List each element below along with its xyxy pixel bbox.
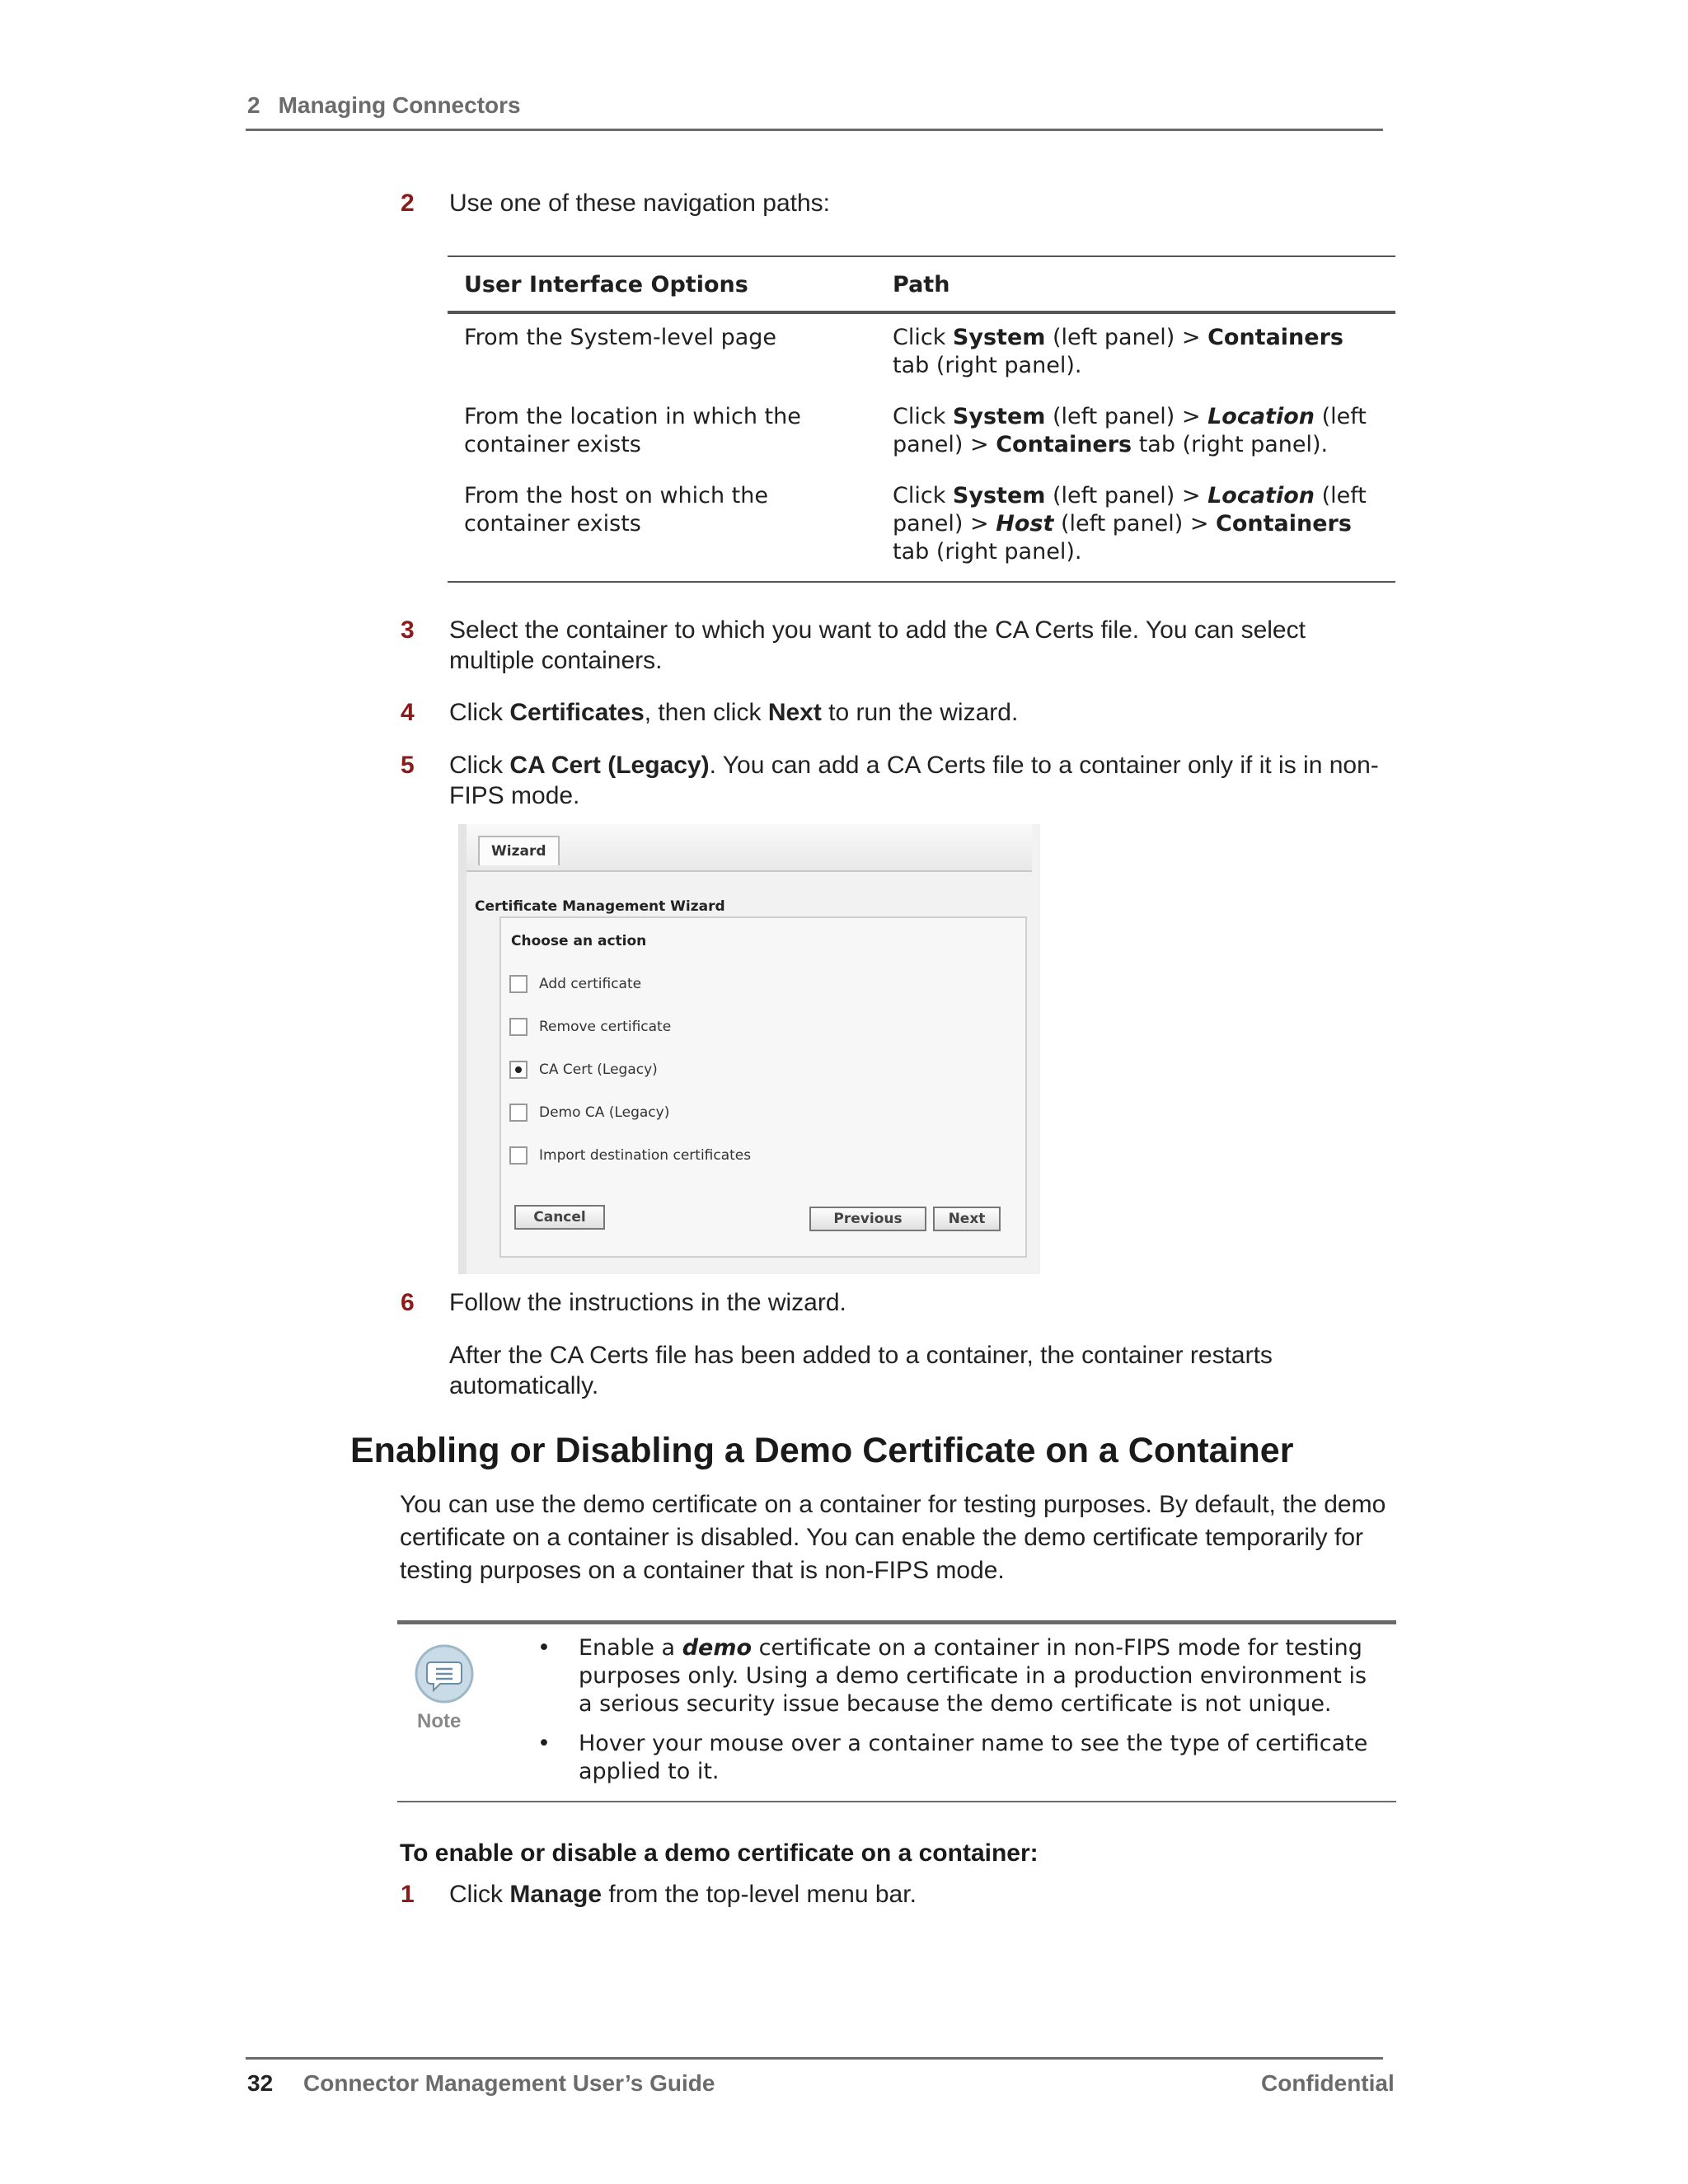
step-number: 3 — [401, 616, 415, 644]
note-list — [537, 1634, 1386, 1797]
radio-button[interactable] — [509, 1018, 528, 1036]
radio-button[interactable] — [509, 975, 528, 993]
step-number: 2 — [401, 190, 415, 217]
tab-wizard[interactable]: Wizard — [478, 836, 560, 865]
radio-label: Remove certificate — [539, 1019, 672, 1035]
previous-button[interactable]: Previous — [809, 1207, 926, 1231]
radio-selected-dot — [515, 1066, 522, 1073]
section-heading: Enabling or Disabling a Demo Certificate on a Container — [350, 1431, 1294, 1470]
table-row — [448, 393, 1395, 472]
confidential-label: Confidential — [1261, 2070, 1395, 2096]
note-box — [397, 1620, 1396, 1802]
chapter-title: Managing Connectors — [278, 92, 521, 118]
section-heading: Choose an action — [511, 933, 647, 949]
radio-label: Demo CA (Legacy) — [539, 1104, 670, 1121]
step-number: 5 — [401, 752, 415, 779]
radio-option-import-destination[interactable] — [509, 1144, 751, 1167]
radio-button-selected[interactable] — [509, 1061, 528, 1079]
step-text: Click Manage from the top-level menu bar. — [449, 1881, 917, 1908]
guide-title: Connector Management User’s Guide — [303, 2070, 715, 2096]
table-header-path: Path — [876, 256, 1395, 312]
procedure-heading: To enable or disable a demo certificate on a container: — [400, 1840, 1039, 1867]
step-followup-text: After the CA Certs file has been added to a container, the container restarts automatically. — [449, 1342, 1273, 1399]
radio-option-add-certificate[interactable] — [509, 972, 641, 996]
running-header — [247, 92, 521, 119]
wizard-tab-bar — [467, 824, 1032, 872]
radio-label: CA Cert (Legacy) — [539, 1062, 658, 1078]
footer-rule — [246, 2057, 1383, 2060]
navigation-paths-table — [448, 255, 1395, 583]
table-cell-option: From the host on which the container exists — [448, 472, 876, 582]
table-row — [448, 312, 1395, 393]
list-item: • Hover your mouse over a container name to see the type of certificate applied to it. — [537, 1731, 1368, 1784]
table-cell-option: From the System-level page — [464, 325, 777, 350]
table-cell-path: Click System (left panel) > Location (left panel) > Host (left panel) > Containers tab (right panel). — [876, 472, 1395, 582]
wizard-panel — [499, 916, 1027, 1258]
table-row — [448, 472, 1395, 582]
page-number: 32 — [247, 2070, 274, 2096]
wizard-title: Certificate Management Wizard — [475, 898, 725, 915]
radio-button[interactable] — [509, 1146, 528, 1165]
wizard-screenshot — [458, 824, 1040, 1274]
next-button[interactable]: Next — [933, 1207, 1001, 1231]
step-text: Click CA Cert (Legacy). You can add a CA Certs file to a container only if it is in non-FIPS mode. — [449, 752, 1379, 809]
chapter-number: 2 — [247, 92, 260, 118]
radio-option-remove-certificate[interactable] — [509, 1015, 671, 1038]
step-text: Click Certificates, then click Next to run the wizard. — [449, 699, 1019, 726]
section-paragraph: You can use the demo certificate on a container for testing purposes. By default, the demo certificate on a container is disabled. You can enable the demo certificate temporarily for testing purposes on a container that is non-FIPS mode. — [400, 1491, 1386, 1584]
radio-option-ca-cert-legacy[interactable] — [509, 1058, 658, 1081]
step-text: Select the container to which you want to add the CA Certs file. You can select multiple containers. — [449, 616, 1306, 674]
step-text: Use one of these navigation paths: — [449, 190, 830, 217]
step-text: Follow the instructions in the wizard. — [449, 1289, 846, 1316]
list-item: • Enable a demo certificate on a container in non-FIPS mode for testing purposes only. Using a demo certificate in a production environment is a serious security issue because the demo certificate is not unique. — [537, 1635, 1367, 1717]
radio-button[interactable] — [509, 1104, 528, 1122]
note-label: Note — [417, 1710, 462, 1732]
step-number: 4 — [401, 699, 415, 726]
table-cell-option: From the location in which the container exists — [464, 404, 801, 457]
radio-option-demo-ca-legacy[interactable] — [509, 1101, 669, 1124]
step-number: 6 — [401, 1289, 415, 1316]
step-number: 1 — [401, 1881, 415, 1908]
table-cell-path: Click System (left panel) > Location (left panel) > Containers tab (right panel). — [893, 404, 1367, 457]
table-cell-path: Click System (left panel) > Containers tab (right panel). — [893, 325, 1343, 378]
radio-label: Import destination certificates — [539, 1147, 752, 1164]
header-rule — [246, 129, 1383, 131]
table-header-options: User Interface Options — [448, 256, 876, 312]
radio-label: Add certificate — [539, 976, 642, 992]
cancel-button[interactable]: Cancel — [514, 1205, 605, 1230]
